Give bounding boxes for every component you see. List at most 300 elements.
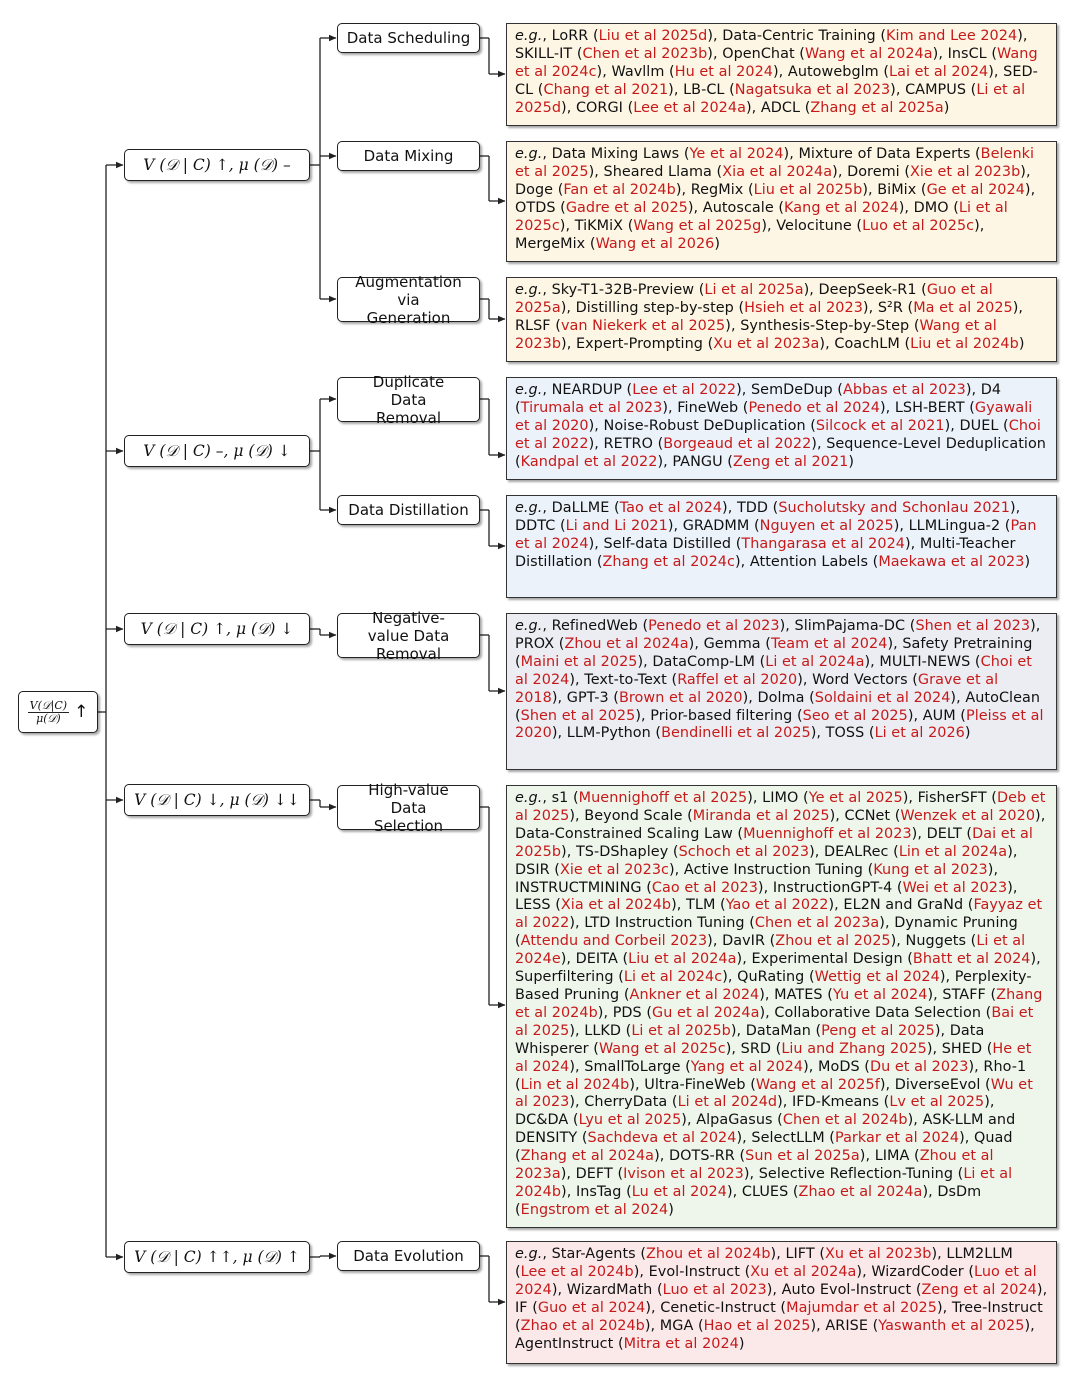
citation-link[interactable]: Tao et al 2024 <box>619 500 723 516</box>
citation-link[interactable]: Wang et al 2025f <box>755 1076 880 1093</box>
reference-entry: SHED (He et al 2024) <box>515 1040 1032 1075</box>
reference-name: Attention Labels <box>749 553 869 570</box>
citation-link[interactable]: Pan et al 2024 <box>515 517 1037 552</box>
citation-link[interactable]: Thangarasa et al 2024 <box>741 535 905 552</box>
reference-entry: Autoscale (Kang et al 2024) <box>702 199 905 216</box>
reference-entry: s1 (Muennighoff et al 2025) <box>551 790 753 806</box>
reference-name: OTDS <box>515 199 556 216</box>
reference-entry: Collaborative Data Selection (Bai et al 2025) <box>515 1004 1034 1039</box>
citation-link[interactable]: Ge et al 2024 <box>926 181 1025 198</box>
reference-entry: AUM (Pleiss et al 2020) <box>515 707 1044 742</box>
reference-name: RegMix <box>690 181 744 198</box>
citation-link[interactable]: Li et al 2025b <box>631 1022 731 1039</box>
reference-entry: GPT-3 (Brown et al 2020) <box>566 689 749 706</box>
citation-link[interactable]: Shen et al 2023 <box>915 618 1031 634</box>
reference-name: Beyond Scale <box>584 807 683 824</box>
reference-entry: Nuggets (Li et al 2024e) <box>515 933 1026 968</box>
reference-name: TiKMiX <box>574 217 624 234</box>
reference-entry: Sky-T1-32B-Preview (Li et al 2025a) <box>551 282 810 298</box>
citation-link[interactable]: Tirumala et al 2023 <box>520 399 663 416</box>
method-label: Data Mixing <box>363 147 454 165</box>
eg-prefix: e.g. <box>515 790 543 806</box>
reference-entry: FisherSFT (Deb et al 2025) <box>515 790 1046 824</box>
reference-name: Data-Centric Training <box>722 28 876 44</box>
citation-link[interactable]: Li and Li 2021 <box>565 517 668 534</box>
citation-link[interactable]: Engstrom et al 2024 <box>520 1201 669 1218</box>
reference-entry: PANGU (Zeng et al 2021) <box>672 453 855 470</box>
reference-entry: Sequence-Level Deduplication (Kandpal et al 2022) <box>515 435 1046 470</box>
citation-link[interactable]: Wang et al 2023b <box>515 317 997 352</box>
citation-link[interactable]: Kim and Lee 2024 <box>886 28 1018 44</box>
reference-entry: TLM (Yao et al 2022) <box>686 897 835 914</box>
reference-entry: FineWeb (Penedo et al 2024) <box>677 399 886 416</box>
reference-entry: Distilling step-by-step (Hsieh et al 2023) <box>575 299 869 316</box>
reference-name: IFD-Kmeans <box>792 1094 880 1111</box>
reference-entry: Multi-Teacher Distillation (Zhang et al 2024c) <box>515 535 1016 570</box>
reference-name: Star-Agents <box>551 1246 636 1262</box>
citation-link[interactable]: Li et al 2024c <box>623 969 723 986</box>
citation-link[interactable]: Attendu and Corbeil 2023 <box>520 933 708 950</box>
reference-entry: DELT (Dai et al 2025b) <box>515 825 1033 860</box>
reference-entry: InsCL (Wang et al 2024c) <box>515 45 1038 80</box>
reference-name: Wavllm <box>611 63 665 80</box>
citation-link[interactable]: Li et al 2024b <box>515 1166 1013 1200</box>
citation-link[interactable]: Xia et al 2024a <box>722 163 833 180</box>
citation-link[interactable]: Li et al 2024e <box>515 933 1026 968</box>
reference-entry: ASK-LLM and DENSITY (Sachdeva et al 2024) <box>515 1112 1016 1147</box>
citation-link[interactable]: Guo et al 2024 <box>537 1299 646 1316</box>
reference-entry: Data Mixing Laws (Ye et al 2024) <box>551 146 790 162</box>
condition-node-1 <box>124 435 310 467</box>
citation-link[interactable]: Penedo et al 2023 <box>648 618 780 634</box>
citation-link[interactable]: Nguyen et al 2025 <box>759 517 894 534</box>
reference-name: Sheared Llama <box>603 163 712 180</box>
citation-link[interactable]: Xie et al 2023c <box>559 861 669 878</box>
citation-link[interactable]: Sun et al 2025a <box>745 1148 860 1165</box>
citation-link[interactable]: Xia et al 2024b <box>560 897 672 914</box>
reference-entry: DaLLME (Tao et al 2024) <box>551 500 728 516</box>
citation-link[interactable]: Borgeaud et al 2022 <box>663 435 812 452</box>
reference-name: Sequence-Level Deduplication <box>826 435 1046 452</box>
reference-entry: OpenChat (Wang et al 2024a) <box>722 45 939 62</box>
method-node-high-value-selection <box>337 780 480 835</box>
citation-link[interactable]: Liu et al 2024a <box>628 951 737 968</box>
reference-name: CherryData <box>584 1094 668 1111</box>
reference-name: DOTS-RR <box>668 1148 735 1165</box>
reference-entry: CoachLM (Liu et al 2024b) <box>834 335 1025 352</box>
citation-link[interactable]: Bai et al 2025 <box>515 1004 1034 1039</box>
reference-name: PANGU <box>672 453 723 470</box>
citation-link[interactable]: Hu et al 2024 <box>674 63 773 80</box>
citation-link[interactable]: Maini et al 2025 <box>520 653 638 670</box>
reference-name: Data Mixing Laws <box>551 146 680 162</box>
reference-entry: CORGI (Lee et al 2024a) <box>575 99 752 116</box>
citation-link[interactable]: Liu et al 2025d <box>598 28 708 44</box>
citation-link[interactable]: Chen et al 2023b <box>582 45 708 62</box>
reference-name: AutoClean <box>965 689 1041 706</box>
citation-link[interactable]: van Niekerk et al 2025 <box>560 317 726 334</box>
citation-link[interactable]: Sachdeva et al 2024 <box>587 1130 737 1147</box>
citation-link[interactable]: Guo et al 2025a <box>515 282 993 316</box>
root-denominator: μ(𝒟) <box>36 711 61 725</box>
citation-link[interactable]: Zhao et al 2024b <box>520 1317 645 1334</box>
citation-link[interactable]: Wang et al 2025g <box>633 217 762 234</box>
reference-entry: D4 (Tirumala et al 2023) <box>515 382 1002 416</box>
citation-link[interactable]: Kang et al 2024 <box>784 199 899 216</box>
reference-entry: InsTag (Lu et al 2024) <box>575 1183 733 1200</box>
reference-entry: LESS (Xia et al 2024b) <box>515 897 677 914</box>
citation-link[interactable]: He et al 2024 <box>515 1040 1032 1075</box>
citation-link[interactable]: Wang et al 2024c <box>515 45 1038 80</box>
citation-link[interactable]: Zhang et al 2024a <box>520 1148 655 1165</box>
reference-entry: DavIR (Zhou et al 2025) <box>722 933 897 950</box>
reference-entry: Data-Constrained Scaling Law (Muennighoff et al 2023) <box>515 825 918 842</box>
reference-name: DiverseEvol <box>894 1076 981 1093</box>
reference-name: ADCL <box>760 99 801 116</box>
citation-link[interactable]: Nagatsuka et al 2023 <box>734 81 891 98</box>
citation-link[interactable]: Parkar et al 2024 <box>834 1130 960 1147</box>
method-node-augmentation <box>337 272 480 327</box>
citation-link[interactable]: Ankner et al 2024 <box>629 986 760 1003</box>
eg-prefix: e.g. <box>515 1246 543 1262</box>
reference-name: RefinedWeb <box>551 618 638 634</box>
citation-link[interactable]: Zhang et al 2025a <box>810 99 944 116</box>
reference-name: Rho-1 <box>983 1058 1027 1075</box>
reference-entry: SemDeDup (Abbas et al 2023) <box>751 382 972 398</box>
reference-entry: DiverseEvol (Wu et al 2023) <box>515 1076 1033 1111</box>
reference-name: LLMLingua-2 <box>908 517 1001 534</box>
reference-name: SKILL-IT <box>515 45 573 62</box>
citation-link[interactable]: Li et al 2025a <box>704 282 804 298</box>
citation-link[interactable]: Li et al 2024a <box>765 653 865 670</box>
reference-entry: SmallToLarge (Yang et al 2024) <box>584 1058 809 1075</box>
reference-entry: Wavllm (Hu et al 2024) <box>611 63 779 80</box>
citation-link[interactable]: Wang et al 2026 <box>595 235 715 252</box>
reference-entry: TiKMiX (Wang et al 2025g) <box>574 217 768 234</box>
citation-link[interactable]: Miranda et al 2025 <box>692 807 830 824</box>
reference-entry: SlimPajama-DC (Shen et al 2023) <box>794 618 1036 634</box>
reference-name: AgentInstruct <box>515 1335 614 1352</box>
method-label: Data Evolution <box>353 1247 464 1265</box>
citation-link[interactable]: Deb et al 2025 <box>515 790 1046 824</box>
citation-link[interactable]: Sucholutsky and Schonlau 2021 <box>778 500 1010 516</box>
citation-link[interactable]: Zeng et al 2024 <box>921 1281 1037 1298</box>
reference-entry: OTDS (Gadre et al 2025) <box>515 199 694 216</box>
method-label: Data Distillation <box>348 501 469 519</box>
reference-entry: RegMix (Liu et al 2025b) <box>690 181 868 198</box>
reference-name: DeepSeek-R1 <box>818 282 917 298</box>
reference-name: LIMO <box>762 790 799 806</box>
citation-link[interactable]: Mitra et al 2024 <box>623 1335 739 1352</box>
citation-link[interactable]: Wu et al 2023 <box>515 1076 1033 1111</box>
reference-name: DEALRec <box>824 843 889 860</box>
reference-entry: LLM-Python (Bendinelli et al 2025) <box>566 725 817 742</box>
reference-entry: Word Vectors (Grave et al 2018) <box>515 671 999 706</box>
reference-name: CORGI <box>575 99 623 116</box>
reference-name: TS-DShapley <box>575 843 669 860</box>
reference-box-data-evolution: e.g., Star-Agents (Zhou et al 2024b), LIFT (Xu et al 2023b), LLM2LLM (Lee et al 2024b), Evol-Instruct (Xu et al 2024a), WizardCoder (Luo et al 2024), WizardMath (Luo et al 2023), Auto Evol-Instruct (Zeng et al 2024), IF (Guo et al 2024), Cenetic-Instruct (Majumdar et al 2025), Tree-Instruct (Zhao et al 2024b), MGA (Hao et al 2025), ARISE (Yaswanth et al 2025), AgentInstruct (Mitra et al 2024) <box>506 1241 1057 1364</box>
citation-link[interactable]: Chen et al 2023a <box>754 915 880 932</box>
method-node-duplicate-removal <box>337 372 480 427</box>
reference-entry: Auto Evol-Instruct (Zeng et al 2024) <box>781 1281 1043 1298</box>
reference-name: S²R <box>877 299 903 316</box>
citation-link[interactable]: Wettig et al 2024 <box>814 969 940 986</box>
citation-link[interactable]: Ivison et al 2023 <box>623 1166 744 1183</box>
method-label: High-value Data Selection <box>368 780 449 835</box>
reference-entry: Autowebglm (Lai et al 2024) <box>787 63 994 80</box>
reference-name: LIFT <box>785 1246 815 1262</box>
citation-link[interactable]: Grave et al 2018 <box>515 671 999 706</box>
condition-node-0 <box>124 149 310 181</box>
citation-link[interactable]: Shen et al 2025 <box>520 707 636 724</box>
reference-name: DsDm <box>937 1183 982 1200</box>
reference-entry: Expert-Prompting (Xu et al 2023a) <box>575 335 826 352</box>
reference-name: Experimental Design <box>751 951 903 968</box>
reference-box-data-distillation: e.g., DaLLME (Tao et al 2024), TDD (Sucholutsky and Schonlau 2021), DDTC (Li and Li 2021), GRADMM (Nguyen et al 2025), LLMLingua-2 (Pan et al 2024), Self-data Distilled (Thangarasa et al 2024), Multi-Teacher Distillation (Zhang et al 2024c), Attention Labels (Maekawa et al 2023) <box>506 495 1057 598</box>
citation-link[interactable]: Lin et al 2024b <box>520 1076 630 1093</box>
reference-name: DDTC <box>515 517 556 534</box>
reference-name: DC&DA <box>515 1112 569 1129</box>
reference-entry: MULTI-NEWS (Choi et al 2024) <box>515 653 1033 688</box>
citation-link[interactable]: Hao et al 2025 <box>703 1317 811 1334</box>
reference-name: CoachLM <box>834 335 900 352</box>
reference-entry: Active Instruction Tuning (Kung et al 2023) <box>683 861 994 878</box>
reference-name: s1 <box>551 790 569 806</box>
citation-link[interactable]: Wang et al 2025c <box>598 1040 726 1057</box>
reference-name: LoRR <box>551 28 589 44</box>
reference-entry: LIMO (Ye et al 2025) <box>762 790 909 806</box>
citation-link[interactable]: Yaswanth et al 2025 <box>878 1317 1025 1334</box>
reference-entry: SED-CL (Chang et al 2021) <box>515 63 1038 98</box>
reference-entry: Text-to-Text (Raffel et al 2020) <box>584 671 803 688</box>
citation-link[interactable]: Luo et al 2024 <box>515 1263 1037 1298</box>
citation-link[interactable]: Soldaini et al 2024 <box>814 689 951 706</box>
reference-name: OpenChat <box>722 45 795 62</box>
reference-entry: CAMPUS (Li et al 2025d) <box>515 81 1026 116</box>
reference-entry: Doge (Fan et al 2024b) <box>515 181 682 198</box>
condition-text: V (𝒟 | C) ↑, μ (𝒟) – <box>143 156 291 174</box>
reference-entry: SRD (Liu and Zhang 2025) <box>740 1040 933 1057</box>
reference-name: LESS <box>515 897 551 914</box>
reference-entry: LB-CL (Nagatsuka et al 2023) <box>683 81 896 98</box>
reference-entry: TS-DShapley (Schoch et al 2023) <box>575 843 815 860</box>
citation-link[interactable]: Gu et al 2024a <box>652 1004 760 1021</box>
citation-link[interactable]: Li et al 2024d <box>677 1094 778 1111</box>
reference-name: Sky-T1-32B-Preview <box>551 282 695 298</box>
reference-entry: Perplexity-Based Pruning (Ankner et al 2024) <box>515 969 1032 1003</box>
citation-link[interactable]: Li et al 2025c <box>515 199 1008 234</box>
reference-entry: Superfiltering (Li et al 2024c) <box>515 969 728 986</box>
citation-link[interactable]: Lv et al 2025 <box>889 1094 985 1111</box>
citation-link[interactable]: Raffel et al 2020 <box>677 671 798 688</box>
reference-entry: Quad (Zhang et al 2024a) <box>515 1130 1013 1165</box>
citation-link[interactable]: Choi et al 2022 <box>515 417 1041 452</box>
citation-link[interactable]: Luo et al 2025c <box>862 217 975 234</box>
citation-link[interactable]: Li et al 2025d <box>515 81 1026 116</box>
method-node-data-scheduling <box>337 23 480 53</box>
reference-entry: MoDS (Du et al 2023) <box>818 1058 975 1075</box>
reference-entry: S²R (Ma et al 2025) <box>877 299 1019 316</box>
citation-link[interactable]: Chang et al 2021 <box>543 81 669 98</box>
citation-link[interactable]: Xu et al 2023a <box>713 335 820 352</box>
method-label: Data Scheduling <box>346 29 471 47</box>
citation-link[interactable]: Liu and Zhang 2025 <box>781 1040 927 1057</box>
condition-text: V (𝒟 | C) ↑, μ (𝒟) ↓ <box>140 620 294 638</box>
citation-link[interactable]: Zhang et al 2024b <box>515 986 1043 1021</box>
citation-link[interactable]: Chen et al 2024b <box>782 1112 908 1129</box>
reference-box-data-scheduling: e.g., LoRR (Liu et al 2025d), Data-Centric Training (Kim and Lee 2024), SKILL-IT (Chen et al 2023b), OpenChat (Wang et al 2024a), InsCL (Wang et al 2024c), Wavllm (Hu et al 2024), Autowebglm (Lai et al 2024), SED-CL (Chang et al 2021), LB-CL (Nagatsuka et al 2023), CAMPUS (Li et al 2025d), CORGI (Lee et al 2024a), ADCL (Zhang et al 2025a) <box>506 23 1057 126</box>
root-node <box>18 691 98 733</box>
citation-link[interactable]: Lee et al 2022 <box>632 382 737 398</box>
reference-name: DSIR <box>515 861 550 878</box>
citation-link[interactable]: Muennighoff et al 2025 <box>578 790 748 806</box>
reference-entry: MergeMix (Wang et al 2026) <box>515 235 721 252</box>
root-fraction <box>28 700 69 725</box>
reference-entry: STAFF (Zhang et al 2024b) <box>515 986 1043 1021</box>
citation-link[interactable]: Yao et al 2022 <box>725 897 829 914</box>
citation-link[interactable]: Ye et al 2025 <box>808 790 903 806</box>
citation-link[interactable]: Wang et al 2024a <box>804 45 933 62</box>
reference-entry: CLUES (Zhao et al 2024a) <box>741 1183 929 1200</box>
reference-name: DEFT <box>575 1166 613 1183</box>
citation-link[interactable]: Liu et al 2025b <box>753 181 863 198</box>
reference-entry: WizardCoder (Luo et al 2024) <box>515 1263 1037 1298</box>
reference-name: TOSS <box>825 725 865 742</box>
reference-name: TLM <box>686 897 716 914</box>
reference-entry: RLSF (van Niekerk et al 2025) <box>515 317 731 334</box>
citation-link[interactable]: Xu et al 2023b <box>825 1246 932 1262</box>
reference-name: LB-CL <box>683 81 725 98</box>
citation-link[interactable]: Zhao et al 2024a <box>798 1183 923 1200</box>
citation-link[interactable]: Zhou et al 2024a <box>564 635 689 652</box>
citation-link[interactable]: Schoch et al 2023 <box>678 843 810 860</box>
citation-link[interactable]: Seo et al 2025 <box>802 707 908 724</box>
reference-name: Superfiltering <box>515 969 614 986</box>
citation-link[interactable]: Gyawali et al 2020 <box>515 399 1033 434</box>
citation-link[interactable]: Fayyaz et al 2022 <box>515 897 1043 932</box>
reference-entry: Doremi (Xie et al 2023b) <box>847 163 1026 180</box>
reference-name: Synthesis-Step-by-Step <box>740 317 910 334</box>
root-numerator: V(𝒟|C) <box>29 698 68 712</box>
citation-link[interactable]: Lu et al 2024 <box>631 1183 727 1200</box>
citation-link[interactable]: Bendinelli et al 2025 <box>661 725 811 742</box>
citation-link[interactable]: Wei et al 2023 <box>902 879 1008 896</box>
citation-link[interactable]: Cao et al 2023 <box>651 879 758 896</box>
citation-link[interactable]: Kung et al 2023 <box>873 861 988 878</box>
citation-link[interactable]: Zeng et al 2021 <box>732 453 849 470</box>
citation-link[interactable]: Ma et al 2025 <box>913 299 1013 316</box>
citation-link[interactable]: Brown et al 2020 <box>618 689 743 706</box>
reference-entry: DsDm (Engstrom et al 2024) <box>515 1183 982 1218</box>
citation-link[interactable]: Belenki et al 2025 <box>515 146 1035 180</box>
citation-link[interactable]: Lai et al 2024 <box>889 63 989 80</box>
reference-entry: DC&DA (Lyu et al 2025) <box>515 1112 687 1129</box>
eg-prefix: e.g. <box>515 618 543 634</box>
reference-entry: CherryData (Li et al 2024d) <box>584 1094 783 1111</box>
eg-prefix: e.g. <box>515 500 543 516</box>
reference-name: DaLLME <box>551 500 610 516</box>
reference-name: GRADMM <box>682 517 750 534</box>
citation-link[interactable]: Xu et al 2024a <box>750 1263 857 1280</box>
citation-link[interactable]: Penedo et al 2024 <box>748 399 880 416</box>
reference-name: QuRating <box>737 969 805 986</box>
reference-name: Tree-Instruct <box>951 1299 1043 1316</box>
citation-link[interactable]: Liu et al 2024b <box>910 335 1019 352</box>
reference-name: AUM <box>922 707 956 724</box>
citation-link[interactable]: Hsieh et al 2023 <box>744 299 863 316</box>
citation-link[interactable]: Silcock et al 2021 <box>815 417 945 434</box>
citation-link[interactable]: Lee et al 2024a <box>633 99 746 116</box>
reference-entry: EL2N and GraNd (Fayyaz et al 2022) <box>515 897 1043 932</box>
citation-link[interactable]: Du et al 2023 <box>869 1058 969 1075</box>
reference-name: Perplexity-Based Pruning <box>515 969 1032 1003</box>
reference-entry: AutoClean (Shen et al 2025) <box>515 689 1041 724</box>
citation-link[interactable]: Zhou et al 2025 <box>775 933 891 950</box>
citation-link[interactable]: Lin et al 2024a <box>898 843 1008 860</box>
citation-link[interactable]: Abbas et al 2023 <box>842 382 966 398</box>
reference-entry: Data-Centric Training (Kim and Lee 2024) <box>722 28 1023 44</box>
citation-link[interactable]: Bhatt et al 2024 <box>912 951 1031 968</box>
citation-link[interactable]: Peng et al 2025 <box>821 1022 935 1039</box>
reference-entry: Tree-Instruct (Zhao et al 2024b) <box>515 1299 1043 1334</box>
citation-link[interactable]: Zhou et al 2024b <box>646 1246 771 1262</box>
reference-name: SHED <box>941 1040 983 1057</box>
citation-link[interactable]: Majumdar et al 2025 <box>786 1299 937 1316</box>
reference-entry: QuRating (Wettig et al 2024) <box>737 969 946 986</box>
citation-link[interactable]: Yang et al 2024 <box>690 1058 804 1075</box>
citation-link[interactable]: Wenzek et al 2020 <box>900 807 1036 824</box>
reference-name: LIMA <box>874 1148 910 1165</box>
citation-link[interactable]: Muennighoff et al 2023 <box>743 825 912 842</box>
citation-link[interactable]: Gadre et al 2025 <box>565 199 688 216</box>
citation-link[interactable]: Lee et al 2024b <box>520 1263 634 1280</box>
reference-name: D4 <box>980 382 1002 398</box>
citation-link[interactable]: Li et al 2026 <box>874 725 965 742</box>
reference-name: DEITA <box>575 951 618 968</box>
citation-link[interactable]: Zhou et al 2023a <box>515 1148 994 1183</box>
reference-name: MoDS <box>818 1058 860 1075</box>
citation-link[interactable]: Fan et al 2024b <box>563 181 676 198</box>
citation-link[interactable]: Pleiss et al 2020 <box>515 707 1044 742</box>
method-label: Augmentation via Generation <box>355 272 462 327</box>
condition-text: V (𝒟 | C) ↓, μ (𝒟) ↓↓ <box>134 791 300 809</box>
citation-link[interactable]: Dai et al 2025b <box>515 825 1033 860</box>
reference-box-augmentation: e.g., Sky-T1-32B-Preview (Li et al 2025a), DeepSeek-R1 (Guo et al 2025a), Distilling step-by-step (Hsieh et al 2023), S²R (Ma et al 2025), RLSF (van Niekerk et al 2025), Synthesis-Step-by-Step (Wang et al 2023b), Expert-Prompting (Xu et al 2023a), CoachLM (Liu et al 2024b) <box>506 277 1057 362</box>
reference-entry: Dynamic Pruning (Attendu and Corbeil 2023) <box>515 915 1018 950</box>
reference-entry: Evol-Instruct (Xu et al 2024a) <box>648 1263 863 1280</box>
reference-entry: NEARDUP (Lee et al 2022) <box>551 382 742 398</box>
citation-link[interactable]: Team et al 2024 <box>770 635 888 652</box>
reference-entry: DEALRec (Lin et al 2024a) <box>824 843 1013 860</box>
reference-name: Dynamic Pruning <box>894 915 1018 932</box>
method-node-data-distillation <box>337 495 480 525</box>
reference-entry: TOSS (Li et al 2026) <box>825 725 971 742</box>
citation-link[interactable]: Lyu et al 2025 <box>578 1112 682 1129</box>
citation-link[interactable]: Yu et al 2024 <box>832 986 928 1003</box>
citation-link[interactable]: Xie et al 2023b <box>910 163 1021 180</box>
reference-entry: GRADMM (Nguyen et al 2025) <box>682 517 900 534</box>
citation-link[interactable]: Maekawa et al 2023 <box>878 553 1025 570</box>
reference-entry: PDS (Gu et al 2024a) <box>612 1004 766 1021</box>
citation-link[interactable]: Kandpal et al 2022 <box>520 453 658 470</box>
reference-entry: DataMan (Peng et al 2025) <box>745 1022 941 1039</box>
citation-link[interactable]: Choi et al 2024 <box>515 653 1033 688</box>
reference-name: Nuggets <box>905 933 967 950</box>
citation-link[interactable]: Zhang et al 2024c <box>602 553 735 570</box>
citation-link[interactable]: Luo et al 2023 <box>662 1281 767 1298</box>
reference-entry: TDD (Sucholutsky and Schonlau 2021) <box>736 500 1016 516</box>
citation-link[interactable]: Ye et al 2024 <box>689 146 784 162</box>
